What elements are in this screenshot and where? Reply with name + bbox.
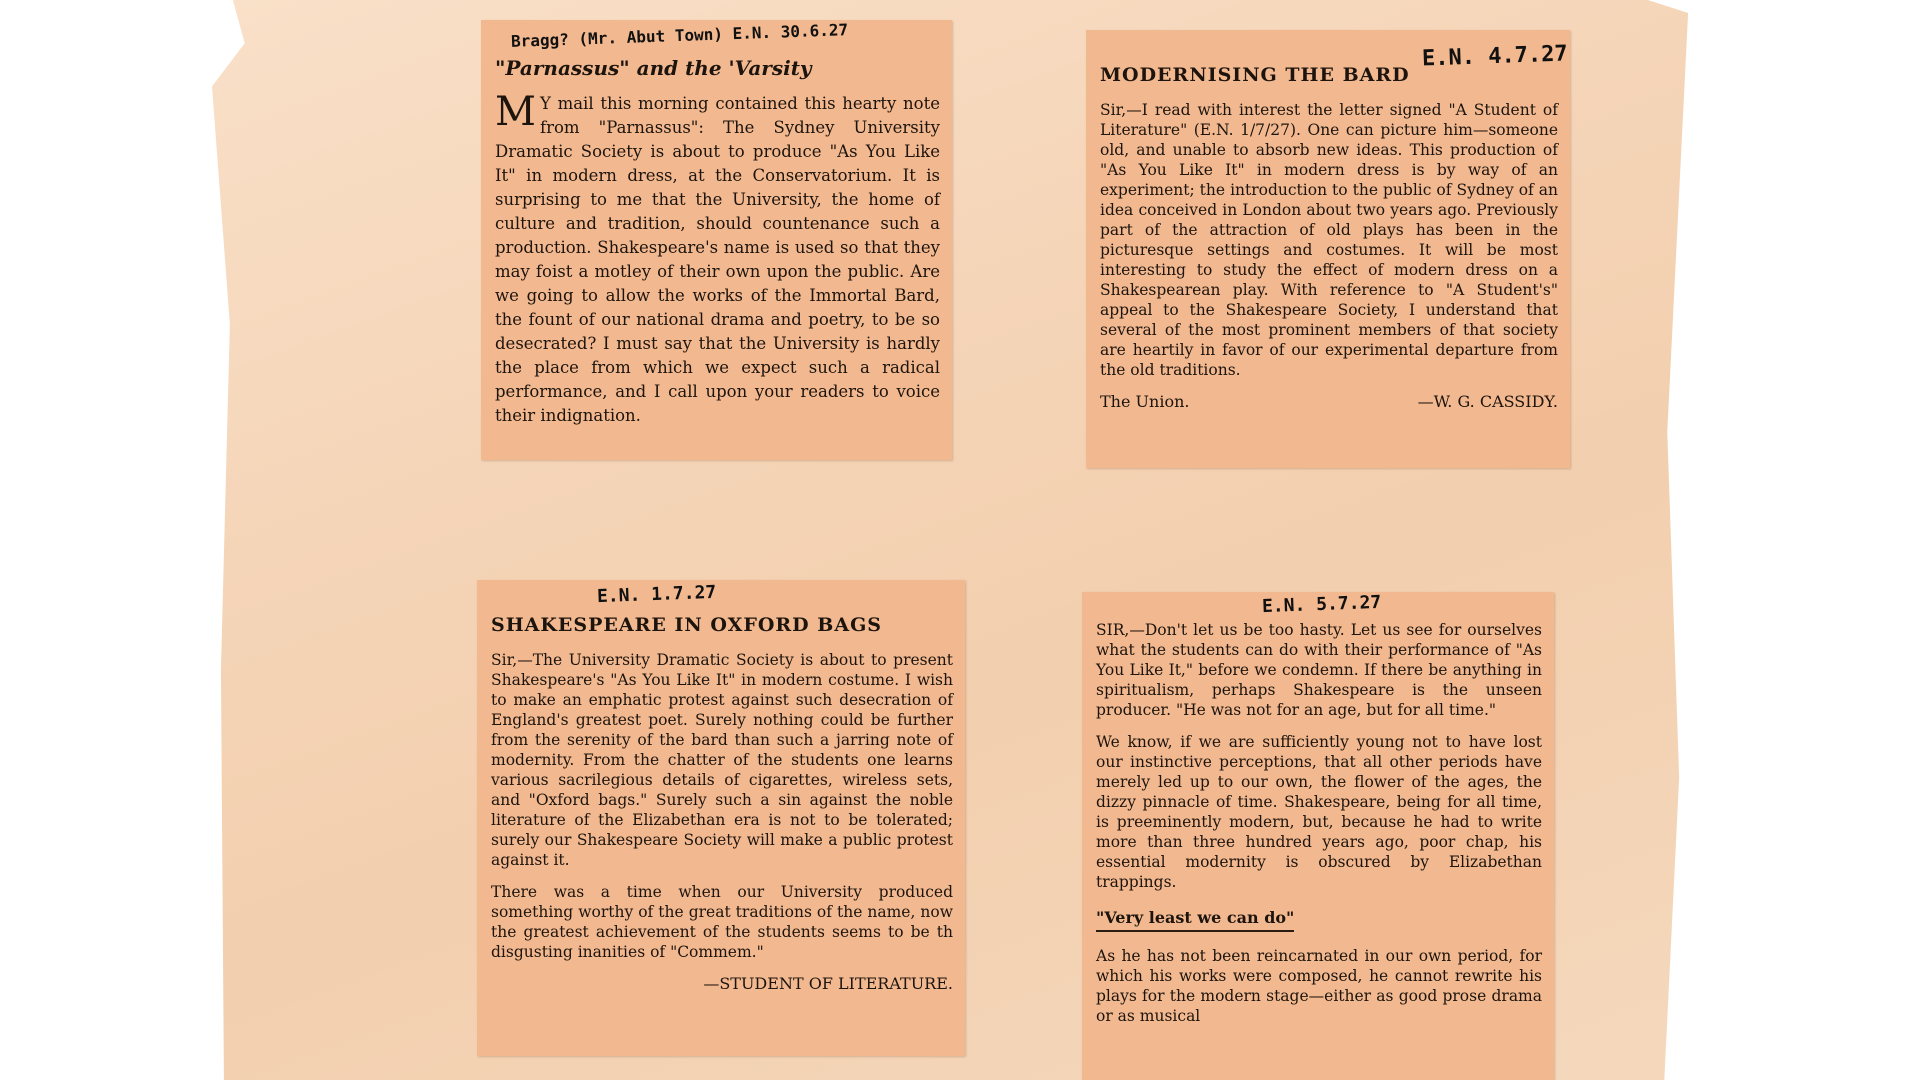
signoff-signature: —STUDENT OF LITERATURE. (703, 974, 953, 993)
handwritten-date-note: E.N. 1.7.27 (596, 581, 717, 608)
clipping-body: We know, if we are sufficiently young not to have lost our instinctive perceptions, that all other periods have merely led up to our own, the flower of the ages, the dizzy pinnacle of time. Shakespeare, being for all time, is preeminently modern, but, because he had to write more than three hundred years ago, poor chap, his essential modernity is obscured by Elizabethan trappings. (1096, 733, 1542, 891)
clipping-body: Sir,—The University Dramatic Society is about to present Shakespeare's "As You Like It" in modern costume. I wish to make an emphatic protest against such desecration of England's greatest poet. Surely nothing could be further from the serenity of the bard than such a jarring note of modernity. From the chatter of the students one learns various sacrilegious details of cigarettes, wireless sets, and "Oxford bags." Surely such a sin against the noble literature of the Elizabethan era is not to be tolerated; surely our Shakespeare Society will make a public protest against it. (491, 651, 953, 869)
signoff-signature: —W. G. CASSIDY. (1417, 392, 1558, 411)
clipping-body: SIR,—Don't let us be too hasty. Let us see for ourselves what the students can do with their performance of "As You Like It," before we condemn. If there be anything in spiritualism, perhaps Shakespeare is the unseen producer. "He was not for an age, but for all time." (1096, 621, 1542, 719)
clipping-headline: MODERNISING THE BARD (1100, 64, 1410, 86)
letter-signoff (491, 974, 953, 993)
clipping-modernising-the-bard (1086, 30, 1570, 468)
clipping-body: As he has not been reincarnated in our own period, for which his works were composed, he cannot rewrite his plays for the modern stage—either as good prose drama or as musical (1096, 947, 1542, 1025)
letter-signoff (1100, 392, 1558, 411)
drop-cap: M (495, 89, 536, 135)
clipping-oxford-bags (477, 580, 965, 1056)
signoff-place: The Union. (1100, 392, 1190, 411)
handwritten-date-note: E.N. 5.7.27 (1261, 592, 1382, 618)
clipping-body-text: Y mail this morning contained this hearty note from "Parnassus": The Sydney University Dramatic Society is about to produce "As You Like It" in modern dress, at the Conservatorium. It is surprising to me that the University, the home of culture and tradition, should countenance such a production. Shakespeare's name is used so that they may foist a motley of their own upon the public. Are we going to allow the works of the Immortal Bard, the fount of our national drama and poetry, to be so desecrated? I must say that the University is hardly the place from which we expect such a radical performance, and I call upon your readers to voice their indignation. (495, 94, 940, 425)
clipping-parnassus (481, 20, 952, 460)
clipping-subhead: "Very least we can do" (1096, 908, 1294, 932)
handwritten-date-note: E.N. 4.7.27 (1421, 41, 1569, 72)
clipping-body (495, 89, 940, 428)
clipping-headline: "Parnassus" and the 'Varsity (495, 56, 812, 80)
clipping-dont-be-hasty (1082, 592, 1554, 1080)
clipping-body: There was a time when our University produced something worthy of the great traditions of the name, now the greatest achievement of the students seems to be th disgusting inanities of "Commem." (491, 883, 953, 961)
handwritten-date-note: Bragg? (Mr. Abut Town) E.N. 30.6.27 (510, 20, 849, 51)
clipping-body: Sir,—I read with interest the letter signed "A Student of Literature" (E.N. 1/7/27). One can picture him—someone old, and unable to absorb new ideas. This production of "As You Like It" in modern dress is by way of an experiment; the introduction to the public of Sydney of an idea conceived in London about two years ago. Previously part of the attraction of old plays has been in the picturesque settings and costumes. It will be most interesting to study the effect of modern dress on a Shakespearean play. With reference to "A Student's" appeal to the Shakespeare Society, I understand that several of the most prominent members of that society are heartily in favor of our experimental departure from the old traditions. (1100, 101, 1558, 379)
clipping-headline: SHAKESPEARE IN OXFORD BAGS (491, 614, 883, 636)
